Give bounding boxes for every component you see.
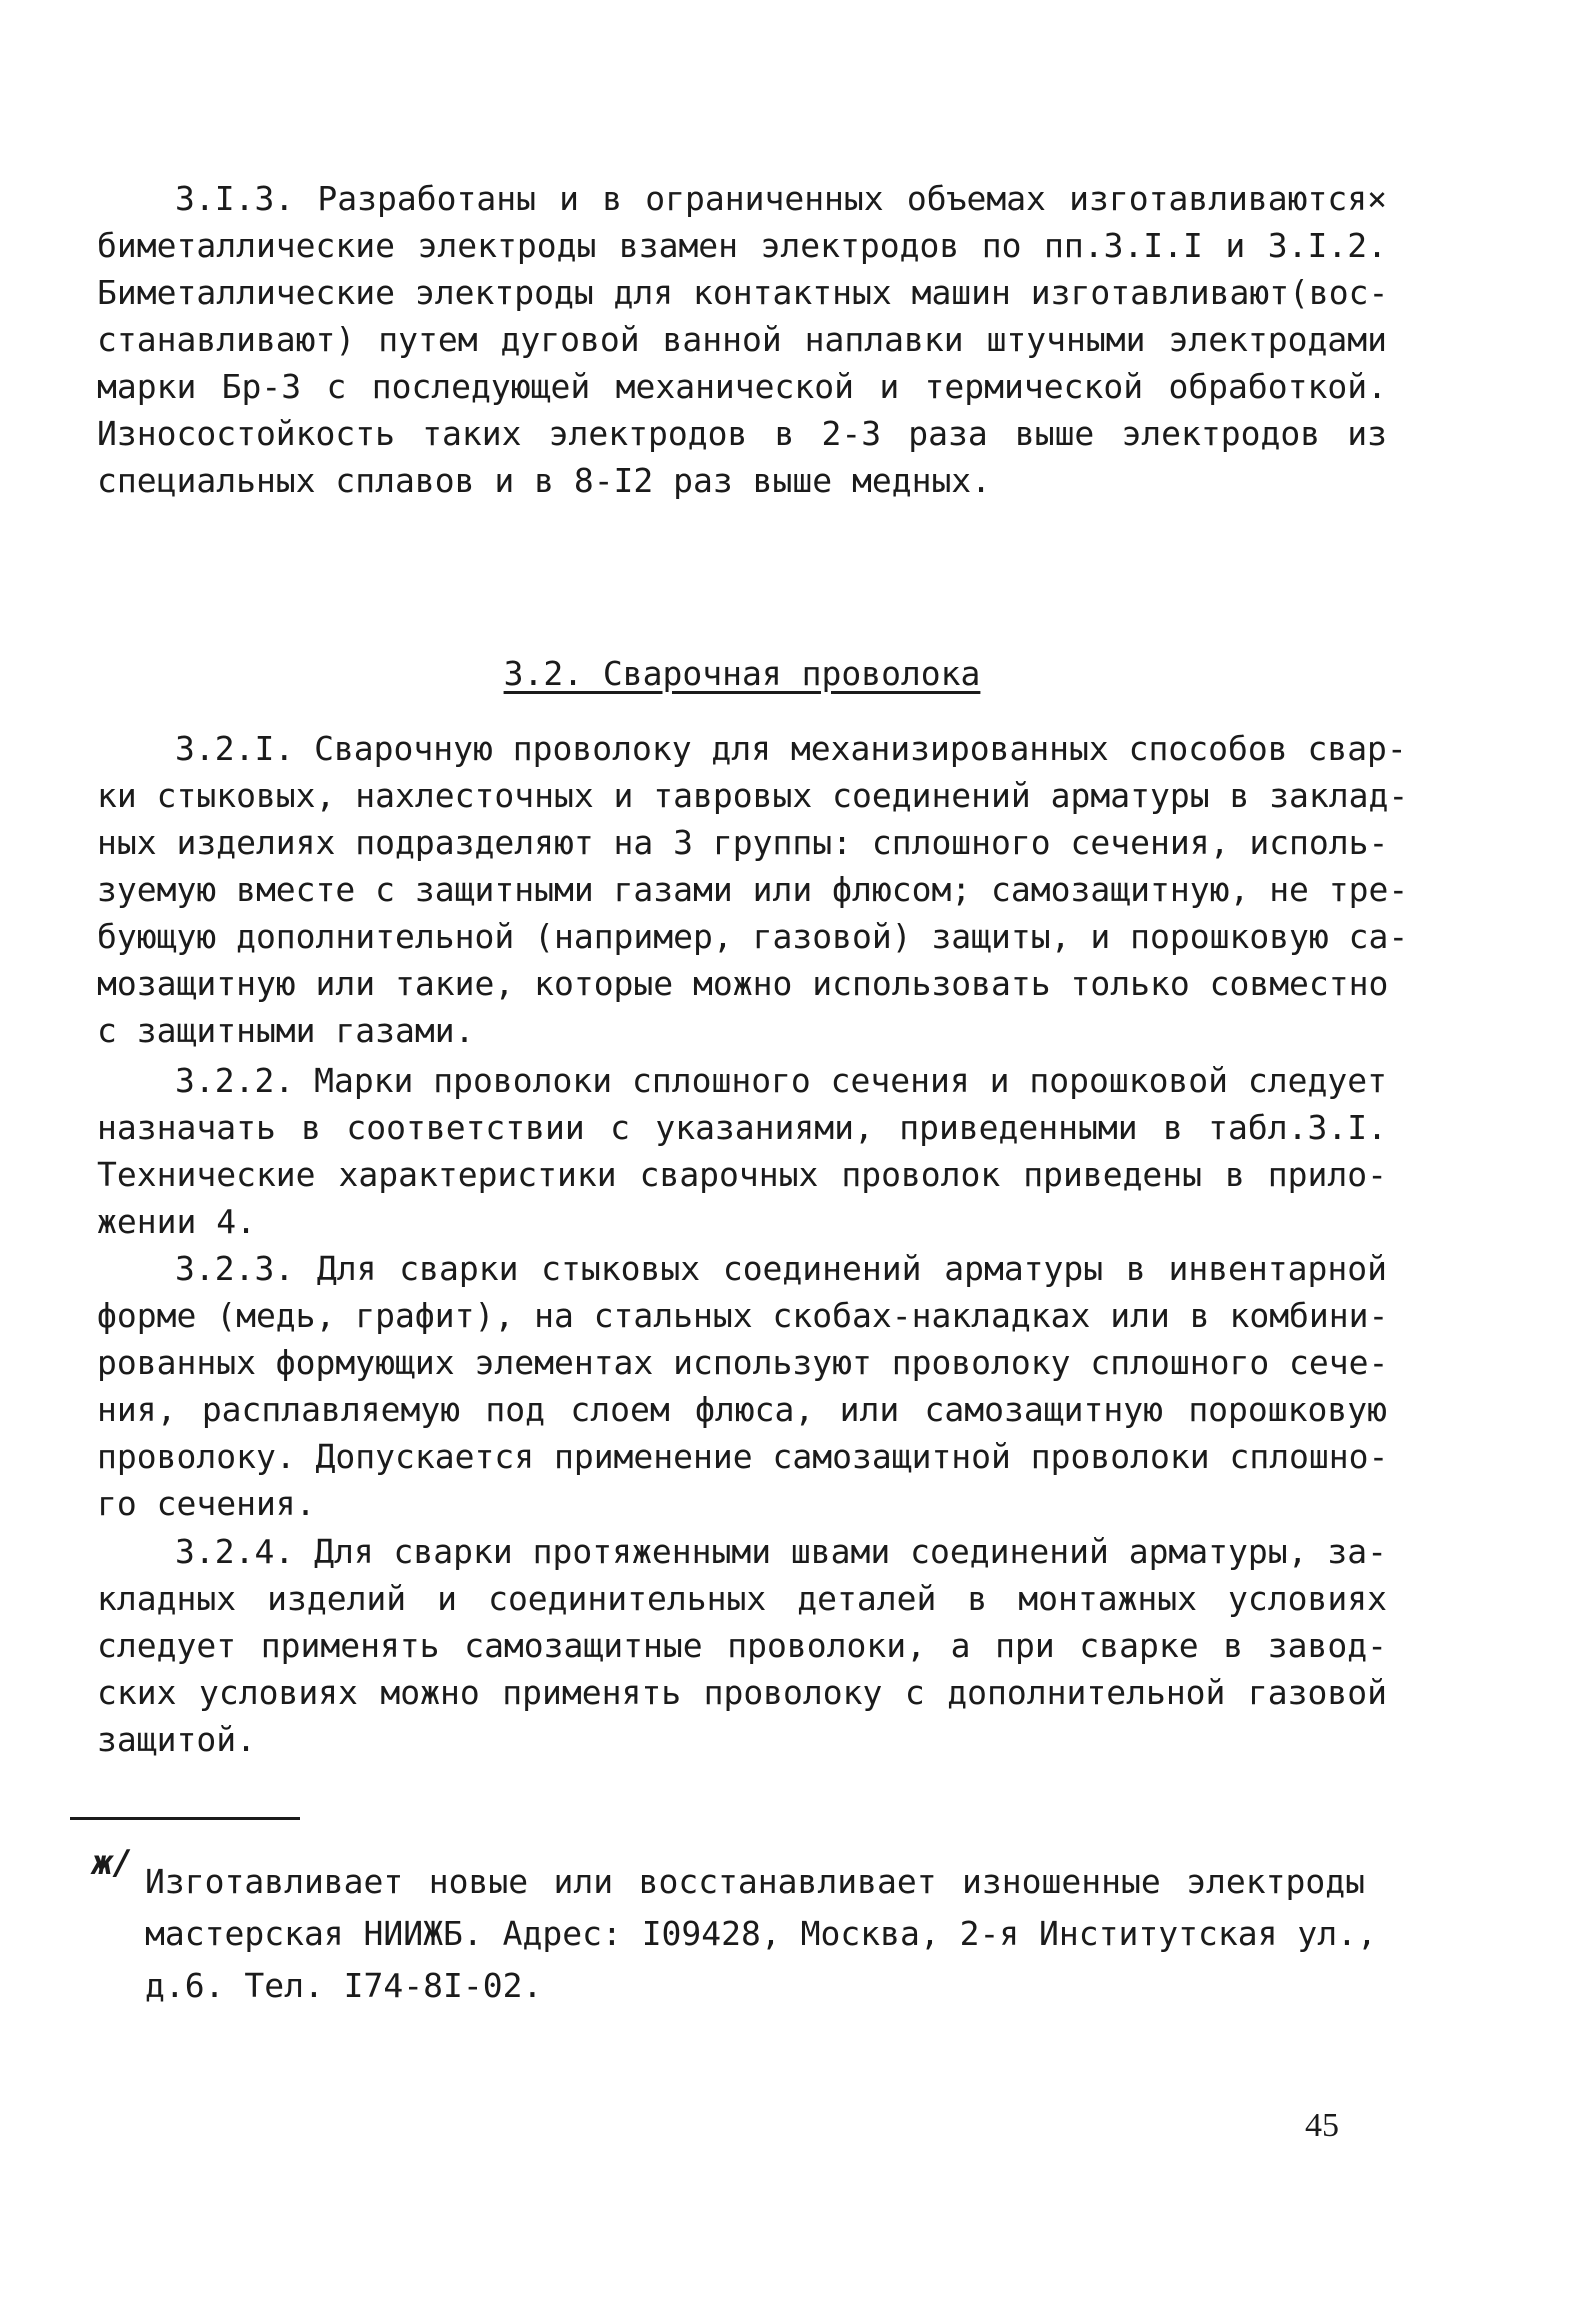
paragraph-3-2-3-line: форме (медь, графит), на стальных скобах-накладках или в комбини-: [97, 1296, 1389, 1335]
footnote-divider: [70, 1817, 300, 1820]
paragraph-3-1-3-line: станавливают) путем дуговой ванной наплавки штучными электродами: [97, 320, 1387, 359]
paragraph-3-2-1-line: зуемую вместе с защитными газами или флюсом; самозащитную, не тре-: [97, 870, 1409, 909]
paragraph-3-2-1-line: ных изделиях подразделяют на 3 группы: сплошного сечения, исполь-: [97, 823, 1389, 862]
paragraph-3-2-3-line: рованных формующих элементах используют проволоку сплошного сече-: [97, 1343, 1389, 1382]
page-number: 45: [1305, 2107, 1339, 2144]
section-heading: [97, 650, 1387, 697]
paragraph-3-1-3-line: 3.I.3. Разработаны и в ограниченных объемах изготавливаются×: [175, 179, 1387, 218]
paragraph-3-2-2-line: жении 4.: [97, 1202, 256, 1241]
paragraph-3-2-1-line: ки стыковых, нахлесточных и тавровых соединений арматуры в заклад-: [97, 776, 1409, 815]
paragraph-3-2-2-line: назначать в соответствии с указаниями, приведенными в табл.3.I.: [97, 1108, 1387, 1147]
paragraph-3-2-1-line: с защитными газами.: [97, 1011, 475, 1050]
footnote-line: д.6. Тел. I74-8I-02.: [145, 1966, 543, 2005]
paragraph-3-2-4-line: ских условиях можно применять проволоку с дополнительной газовой: [97, 1673, 1387, 1712]
paragraph-3-2-4-line: следует применять самозащитные проволоки, а при сварке в завод-: [97, 1626, 1387, 1665]
paragraph-3-2-2-line: 3.2.2. Марки проволоки сплошного сечения и порошковой следует: [175, 1061, 1387, 1100]
paragraph-3-2-4-line: кладных изделий и соединительных деталей в монтажных условиях: [97, 1579, 1387, 1618]
paragraph-3-2-2-line: Технические характеристики сварочных проволок приведены в прило-: [97, 1155, 1387, 1194]
paragraph-3-2-4-line: защитой.: [97, 1720, 256, 1759]
paragraph-3-1-3-line: биметаллические электроды взамен электродов по пп.3.I.I и 3.I.2.: [97, 226, 1387, 265]
paragraph-3-2-1-line: 3.2.I. Сварочную проволоку для механизированных способов свар-: [175, 729, 1407, 768]
paragraph-3-2-4-line: 3.2.4. Для сварки протяженными швами соединений арматуры, за-: [175, 1532, 1387, 1571]
paragraph-3-2-3-line: 3.2.3. Для сварки стыковых соединений арматуры в инвентарной: [175, 1249, 1387, 1288]
paragraph-3-2-3-line: ния, расплавляемую под слоем флюса, или самозащитную порошковую: [97, 1390, 1387, 1429]
paragraph-3-2-3-line: го сечения.: [97, 1484, 316, 1523]
footnote-line: Изготавливает новые или восстанавливает изношенные электроды: [145, 1862, 1365, 1901]
paragraph-3-2-1-line: бующую дополнительной (например, газовой) защиты, и порошковую са-: [97, 917, 1409, 956]
paragraph-3-2-3-line: проволоку. Допускается применение самозащитной проволоки сплошно-: [97, 1437, 1389, 1476]
paragraph-3-2-1-line: мозащитную или такие, которые можно использовать только совместно: [97, 964, 1389, 1003]
paragraph-3-1-3-line: Биметаллические электроды для контактных машин изготавливают(вос-: [97, 273, 1389, 312]
footnote-line: мастерская НИИЖБ. Адрес: I09428, Москва, 2-я Институтская ул.,: [145, 1914, 1377, 1953]
section-heading-text: 3.2. Сварочная проволока: [503, 654, 981, 693]
footnote-marker: ж/: [92, 1843, 133, 1883]
paragraph-3-1-3-line: Износостойкость таких электродов в 2-3 раза выше электродов из: [97, 414, 1387, 453]
paragraph-3-1-3-line: марки Бр-3 с последующей механической и термической обработкой.: [97, 367, 1387, 406]
paragraph-3-1-3-line: специальных сплавов и в 8-I2 раз выше медных.: [97, 461, 992, 500]
